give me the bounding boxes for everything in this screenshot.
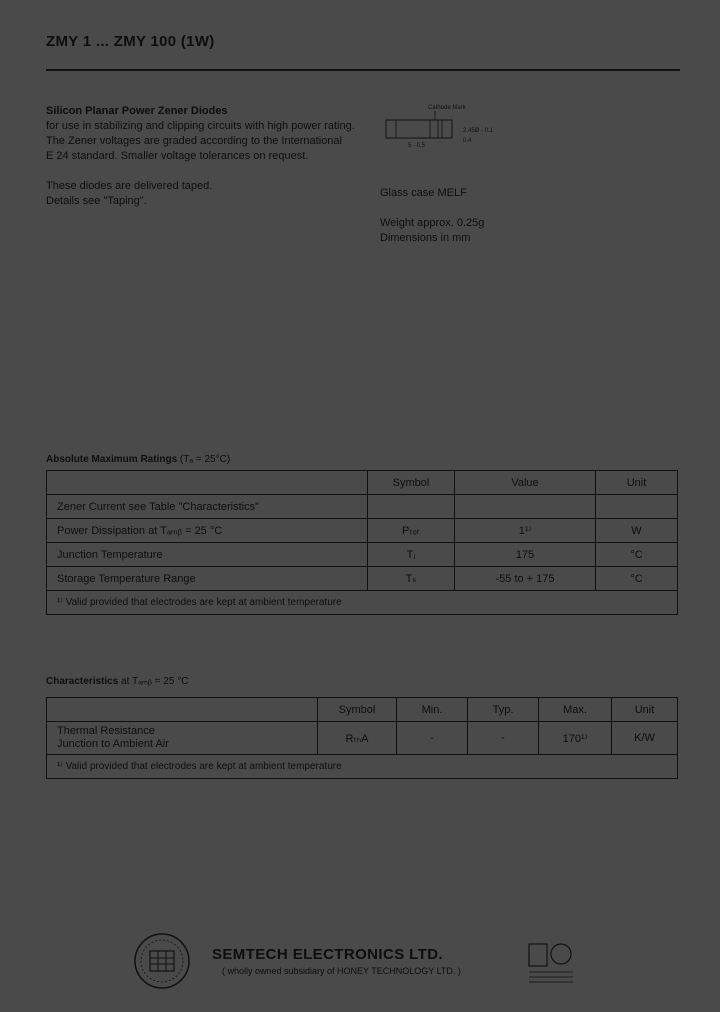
description [46, 104, 366, 209]
table-row: Zener Current see Table "Characteristics" [47, 495, 678, 519]
dim-length: 5 - 0.5 [408, 143, 426, 149]
certification-mark-icon [527, 940, 575, 985]
abs-max-title: Absolute Maximum Ratings (Tₐ = 25°C) [46, 454, 231, 465]
table-row: Power Dissipation at Tₐₘᵦ = 25 °C Pₜₒₜ 1¹⁾ W [47, 519, 678, 543]
table-header: Symbol Value Unit [47, 471, 678, 495]
table-note: ¹⁾ Valid provided that electrodes are kept at ambient temperature [47, 755, 678, 779]
page-title: ZMY 1 ... ZMY 100 (1W) [46, 33, 215, 50]
dim-diameter: 2.45Ø - 0.1 [463, 128, 494, 134]
description-heading: Silicon Planar Power Zener Diodes [46, 105, 228, 117]
company-name: SEMTECH ELECTRONICS LTD. [212, 946, 443, 963]
table-row: Junction Temperature Tⱼ 175 °C [47, 543, 678, 567]
taped-line: These diodes are delivered taped. [46, 180, 213, 192]
table-row: Storage Temperature Range Tₛ -55 to + 175 °C [47, 567, 678, 591]
description-line: for use in stabilizing and clipping circuits with high power rating. [46, 120, 355, 132]
characteristics-title: Characteristics at Tₐₘᵦ = 25 °C [46, 676, 189, 687]
table-row: Thermal Resistance Junction to Ambient Air RₜₕA - - 170¹⁾ K/W [47, 722, 678, 755]
description-line: E 24 standard. Smaller voltage tolerances on request. [46, 150, 309, 162]
dimensions-note: Dimensions in mm [380, 232, 471, 244]
dim-band: 0.4 [463, 138, 472, 144]
weight: Weight approx. 0.25g [380, 217, 485, 229]
abs-max-table [46, 470, 678, 615]
taped-line: Details see "Taping". [46, 195, 147, 207]
package-drawing [380, 100, 520, 160]
case-type: Glass case MELF [380, 187, 467, 199]
description-line: The Zener voltages are graded according to the International [46, 135, 342, 147]
characteristics-table [46, 697, 678, 779]
table-header: Symbol Min. Typ. Max. Unit [47, 698, 678, 722]
title-rule [46, 69, 680, 71]
company-logo-icon [133, 932, 191, 990]
subsidiary-line: ( wholly owned subsidiary of HONEY TECHNOLOGY LTD. ) [222, 966, 461, 976]
package-info [380, 186, 484, 246]
table-note: ¹⁾ Valid provided that electrodes are kept at ambient temperature [47, 591, 678, 615]
cathode-label: Cathode Mark [428, 105, 466, 111]
